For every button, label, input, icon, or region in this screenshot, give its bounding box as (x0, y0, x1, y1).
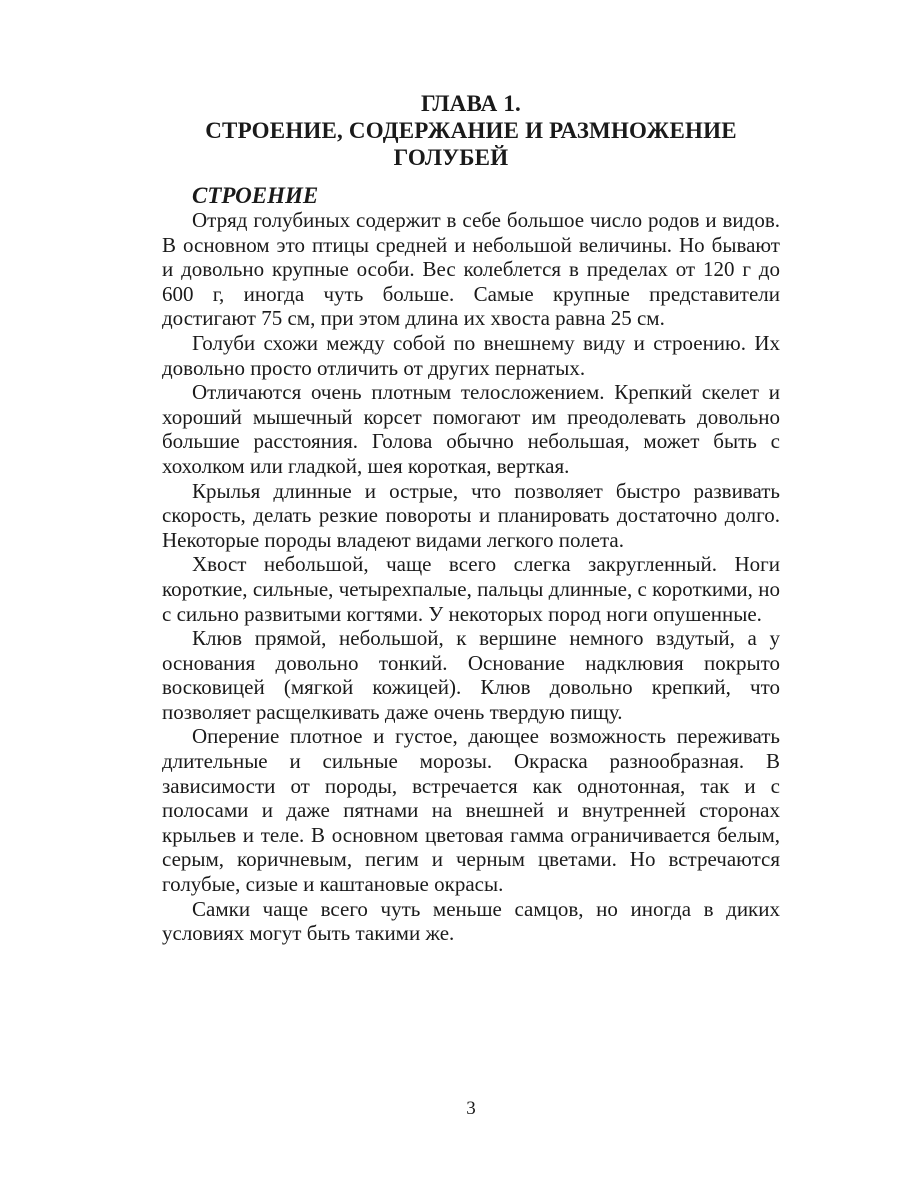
paragraph-4: Крылья длинные и острые, что позволяет быстро развивать скорость, делать резкие повороты и планировать достаточно долго. Некоторые породы владеют видами легкого полета. (162, 478, 780, 552)
paragraph-6: Клюв прямой, небольшой, к вершине немного вздутый, а у основания довольно тонкий. Основание надклювия покрыто восковицей (мягкой кожицей). Клюв довольно крепкий, что позволяет расщелкивать даже очень твердую пищу. (162, 626, 780, 724)
paragraph-2: Голуби схожи между собой по внешнему виду и строению. Их довольно просто отличить от других пернатых. (162, 330, 780, 380)
body-text (162, 208, 780, 946)
paragraph-1: Отряд голубиных содержит в себе большое число родов и видов. В основном это птицы средней и небольшой величины. Но бывают и довольно крупные особи. Вес колеблется в пределах от 120 г до 600 г, иногда чуть больше. Самые крупные представители достигают 75 см, при этом длина их хвоста равна 25 см. (162, 208, 780, 331)
chapter-heading (162, 90, 780, 171)
paragraph-7: Оперение плотное и густое, дающее возможность переживать длительные и сильные морозы. Окраска разнообразная. В зависимости от породы, встречается как однотонная, так и с полосами и даже пятнами на внешней и внутренней сторонах крыльев и теле. В основном цветовая гамма ограничивается белым, серым, коричневым, пегим и черным цветами. Но встречаются голубые, сизые и каштановые окрасы. (162, 724, 780, 897)
chapter-title-line-2: ГОЛУБЕЙ (393, 145, 509, 170)
paragraph-3: Отличаются очень плотным телосложением. Крепкий скелет и хороший мышечный корсет помогают им преодолевать довольно большие расстояния. Голова обычно небольшая, может быть с хохолком или гладкой, шея короткая, верткая. (162, 380, 780, 478)
page-number: 3 (466, 1098, 476, 1119)
section-title: СТРОЕНИЕ (192, 183, 319, 208)
chapter-title-line-1: СТРОЕНИЕ, СОДЕРЖАНИЕ И РАЗМНОЖЕНИЕ (205, 118, 737, 143)
paragraph-8: Самки чаще всего чуть меньше самцов, но иногда в диких условиях могут быть такими же. (162, 896, 780, 946)
paragraph-5: Хвост небольшой, чаще всего слегка закругленный. Ноги короткие, сильные, четырехпалые, пальцы длинные, с короткими, но с сильно развитыми когтями. У некоторых пород ноги опушенные. (162, 552, 780, 626)
chapter-number: ГЛАВА 1. (420, 91, 521, 116)
